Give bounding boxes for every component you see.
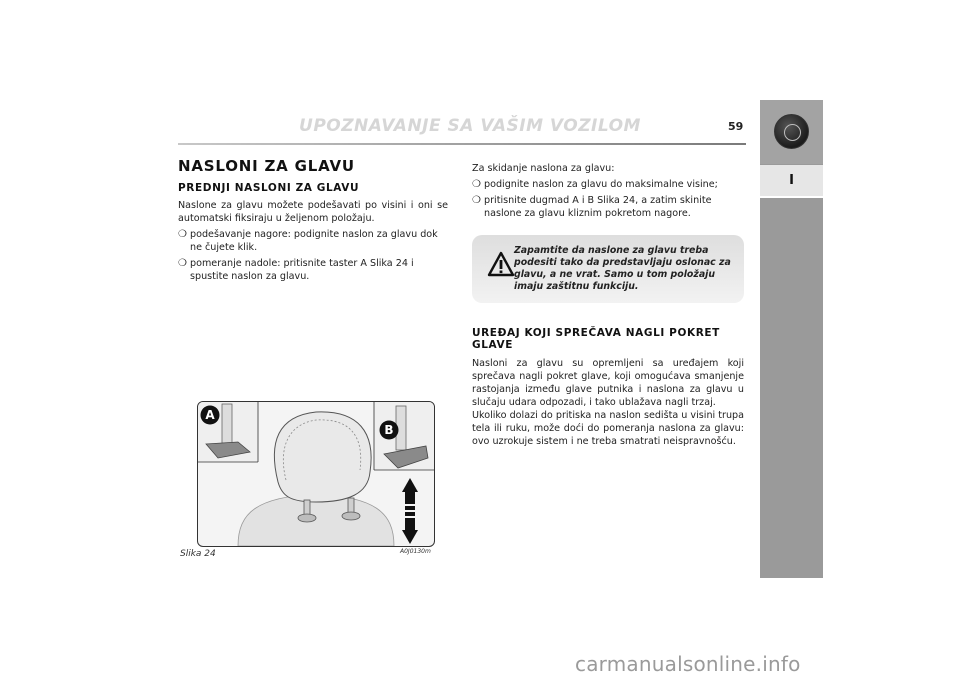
warning-note: [472, 235, 744, 303]
chapter-sidebar: [760, 100, 823, 578]
chapter-tab[interactable]: I: [760, 165, 823, 196]
bullet-icon: ❍: [472, 195, 481, 206]
left-column: [178, 157, 448, 283]
right-column-top: [472, 162, 744, 220]
bullet-icon: ❍: [472, 179, 481, 190]
watermark: carmanualsonline.info: [575, 652, 801, 676]
anti-whiplash-paragraph: Nasloni za glavu su opremljeni sa uređajem koji sprečava nagli pokret glave, koji omogućava smanjenje rastojanja između glave putnika i naslona za glavu u slučaju udara odpozadi, i tako ublažava nagli trzaj.: [472, 358, 744, 408]
warning-triangle-icon: [487, 251, 515, 277]
list-item: ❍ podignite naslon za glavu do maksimalne visine;: [472, 179, 718, 190]
figure-caption: Slika 24: [180, 549, 216, 559]
anti-whiplash-heading: UREĐAJ KOJI SPREČAVA NAGLI POKRET GLAVE: [472, 327, 720, 351]
front-headrest-subheading: PREDNJI NASLONI ZA GLAVU: [178, 182, 360, 194]
right-column-bottom: [472, 327, 744, 448]
label-b: B: [384, 423, 394, 437]
anti-whiplash-paragraph: Ukoliko dolazi do pritiska na naslon sedišta u visini trupa tela ili ruku, može doći do pomeranja naslona za glavu: ovo uzrokuje sistem i ne treba smatrati neispravnošću.: [472, 410, 744, 447]
list-item: ❍ pritisnite dugmad A i B Slika 24, a zatim skinite naslone za glavu kliznim pokretom nagore.: [472, 195, 712, 219]
bullet-icon: ❍: [178, 229, 187, 240]
figure-code: A0J0130m: [400, 548, 431, 555]
intro-paragraph: Naslone za glavu možete podešavati po visini i oni se automatski fiksiraju u željenom položaju.: [178, 200, 448, 224]
removal-intro: Za skidanje naslona za glavu:: [472, 163, 615, 174]
logo-area: [760, 100, 823, 164]
label-a: A: [205, 408, 215, 422]
warning-text: Zapamtite da naslone za glavu treba podesiti tako da predstavljaju oslonac za glavu, a ne vrat. Samo u tom položaju imaju zaštitnu funkciju.: [514, 245, 731, 292]
brand-logo-icon: [774, 114, 809, 149]
header-rule: [178, 143, 746, 145]
list-item: ❍ pomeranje nadole: pritisnite taster A Slika 24 i spustite naslon za glavu.: [178, 258, 414, 282]
list-item: ❍ podešavanje nagore: podignite naslon za glavu dok ne čujete klik.: [178, 229, 438, 253]
main-heading: NASLONI ZA GLAVU: [178, 157, 355, 175]
page-number: 59: [728, 120, 744, 133]
section-title: UPOZNAVANJE SA VAŠIM VOZILOM: [299, 116, 641, 136]
bullet-icon: ❍: [178, 258, 187, 269]
headrest-illustration: [197, 401, 435, 547]
